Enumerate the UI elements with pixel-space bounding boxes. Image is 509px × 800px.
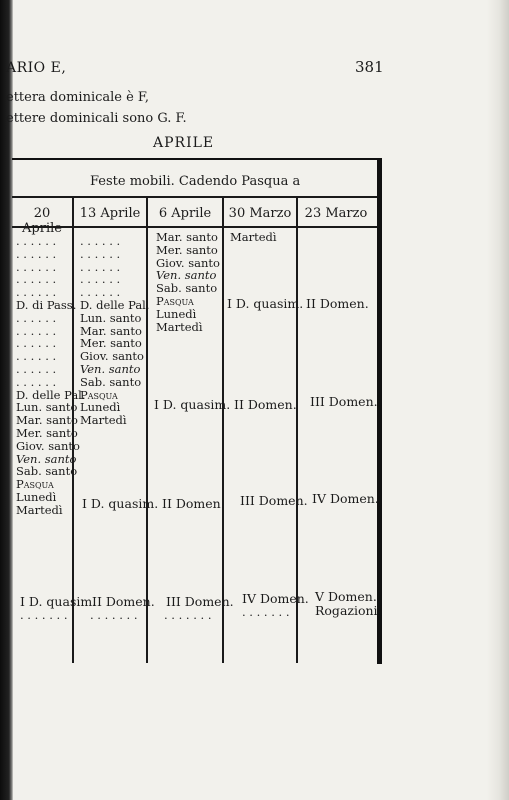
table-cell: II Domen. (162, 496, 225, 511)
table-cell: . . . . . . . (20, 608, 68, 622)
column-header: 23 Marzo (304, 206, 368, 221)
table-cell: . . . . . . . (242, 605, 290, 619)
dominical-letters-line: ettere dominicali sono G. F. (6, 111, 187, 126)
table-cell: Martedì (230, 230, 277, 244)
table-cell: II Domen. (234, 397, 297, 412)
column-header: 30 Marzo (228, 206, 292, 221)
table-cell: III Domen. (310, 394, 378, 409)
month-title: APRILE (153, 135, 215, 151)
table-cell: IV Domen. (312, 491, 379, 506)
table-cell: II Domen. (92, 594, 155, 609)
table-cell: . . . . . . . . . . . . . . . . . . . . . . . . . . . . . . D. delle Pal. Lun. santo Mar. santo Mer. santo Giov. santo Ven. santo Sab. santo Pasqua Lunedì Martedì (80, 234, 150, 428)
page-number: 381 (355, 58, 384, 76)
running-header: ARIO E, (6, 60, 67, 76)
table-cell: . . . . . . . (90, 608, 138, 622)
table-cell: II Domen. (306, 296, 369, 311)
table-cell: I D. quasim. (154, 397, 231, 412)
table-cell: Mar. santo Mer. santo Giov. santo Ven. santo Sab. santo Pasqua Lunedì Martedì (156, 230, 220, 334)
table-cell: V Domen. (315, 589, 377, 604)
dominical-letter-line: ettera dominicale è F, (6, 90, 150, 105)
table-cell: IV Domen. (242, 591, 309, 606)
table-cell: . . . . . . . (164, 608, 212, 622)
table-cell: III Domen. (240, 493, 308, 508)
column-header: 20 Aprile (22, 206, 62, 236)
column-header: 13 Aprile (79, 206, 141, 221)
title-rule (12, 196, 377, 198)
table-cell: Rogazioni (315, 603, 378, 618)
column-header: 6 Aprile (158, 206, 212, 221)
table-cell: I D. quasim. (82, 496, 159, 511)
table-cell: III Domen. (166, 594, 234, 609)
page-edge (487, 0, 509, 800)
table-title: Feste mobili. Cadendo Pasqua a (90, 174, 301, 189)
table-cell: I D. quasim. (227, 296, 304, 311)
table-cell: . . . . . . . . . . . . . . . . . . . . . . . . . . . . . . D. di Pass. . . . . . . . . . . . . . . . . . . . . . . . . . . . . . . . . . . . . D. delle Pal. Lun. santo Mar. santo Mer. santo Giov. santo Ven. santo Sab. santo Pasqua Lunedì Martedì (16, 234, 86, 517)
table-cell: I D. quasim. (20, 594, 97, 609)
